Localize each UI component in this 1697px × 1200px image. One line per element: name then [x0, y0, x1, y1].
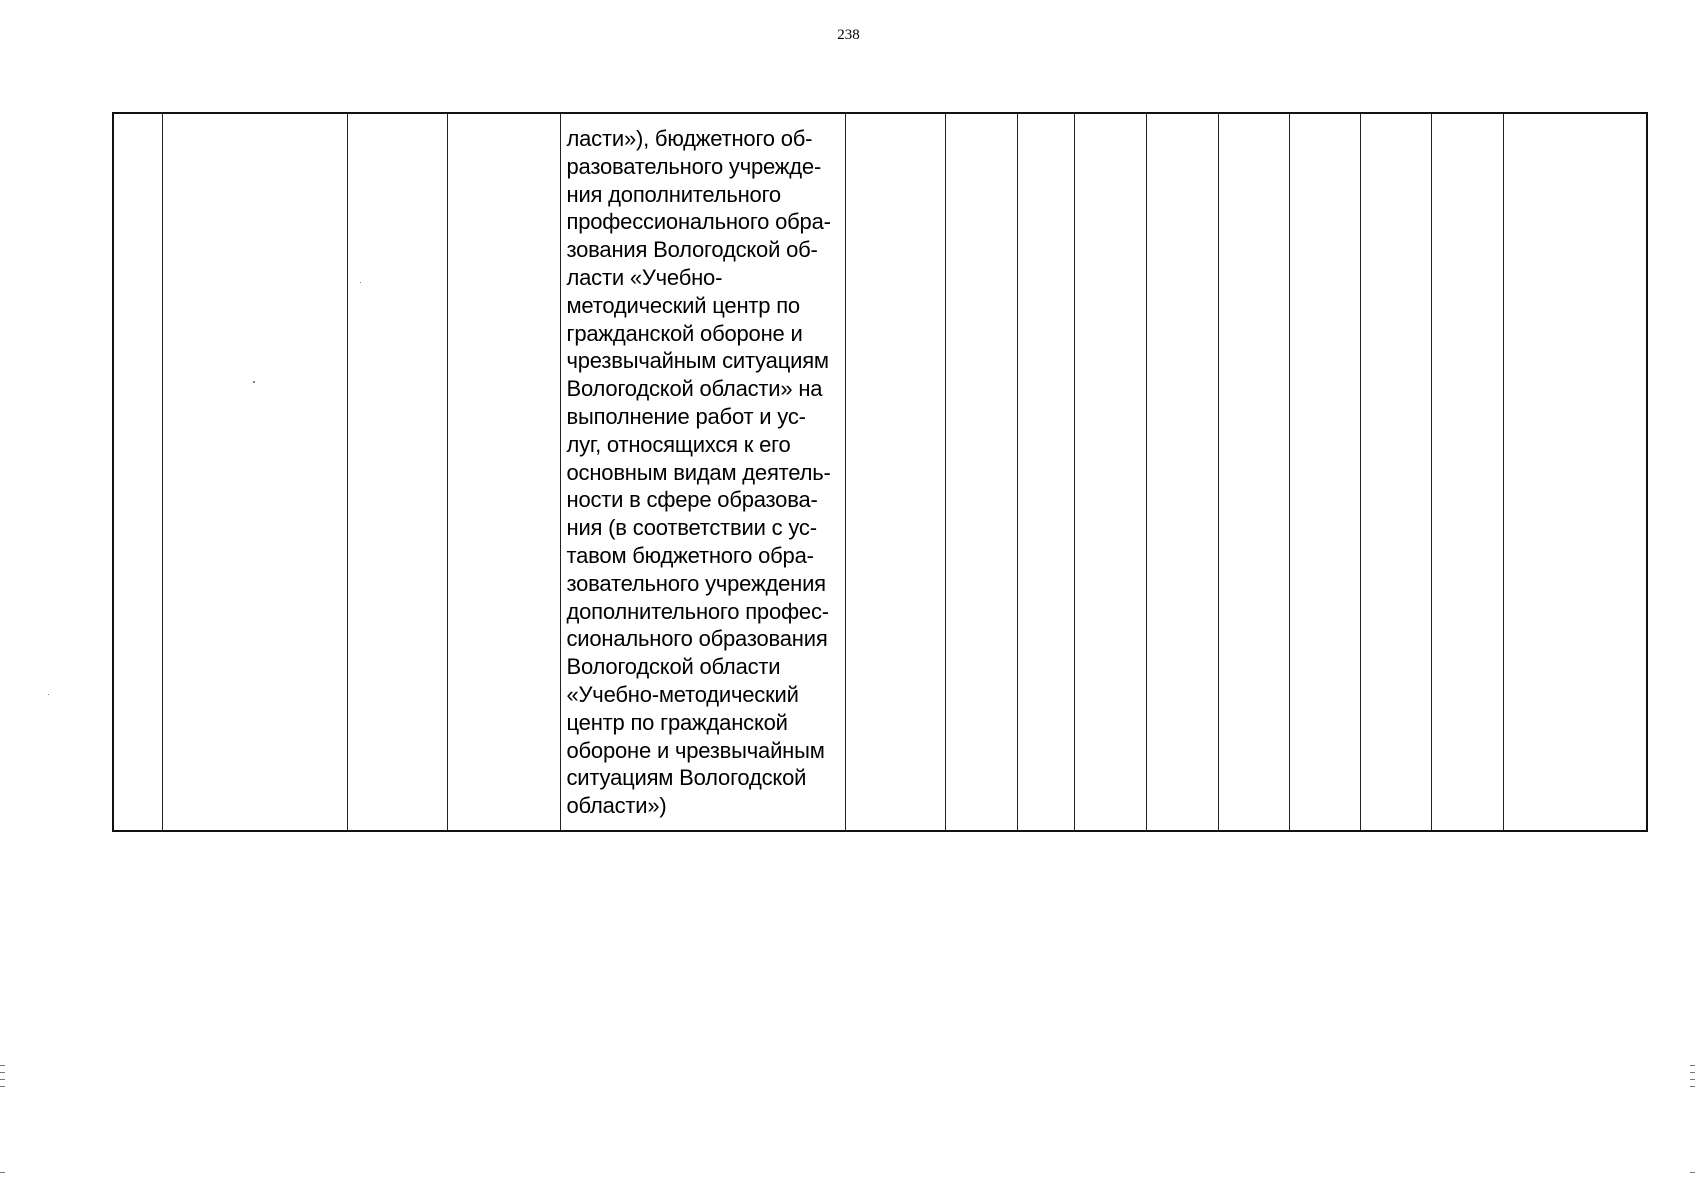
page-number: 238: [837, 27, 860, 43]
text-line: обороне и чрезвычайным: [566, 737, 825, 763]
text-line: ласти»), бюджетного об-: [566, 126, 813, 151]
text-line: зовательного учреждения: [566, 570, 826, 596]
table-cell-10: [1146, 113, 1218, 831]
text-line: методический центр по: [566, 292, 800, 318]
text-line: тавом бюджетного обра-: [566, 542, 814, 568]
table-cell-1: [113, 113, 162, 831]
scan-edge-mark: [1690, 1072, 1695, 1073]
text-line: ласти «Учебно-: [566, 264, 723, 290]
text-line: выполнение работ и ус-: [566, 403, 806, 429]
text-line: гражданской обороне и: [566, 320, 803, 346]
text-line: дополнительного профес-: [566, 598, 829, 624]
scan-edge-mark: [0, 1065, 5, 1066]
text-line: луг, относящихся к его: [566, 431, 791, 457]
table-cell-2: [162, 113, 347, 831]
table-cell-8: [1017, 113, 1074, 831]
text-line: «Учебно-методический: [566, 681, 799, 707]
scan-edge-mark: [0, 1079, 5, 1080]
table-cell-15: [1503, 113, 1647, 831]
scan-speck: [360, 282, 361, 283]
scan-edge-mark: [0, 1072, 5, 1073]
table-cell-14: [1431, 113, 1503, 831]
scan-edge-mark: [1690, 1065, 1695, 1066]
text-line: ния дополнительного: [566, 181, 781, 207]
text-line: разовательного учрежде-: [566, 153, 822, 179]
scan-edge-mark: [0, 1172, 5, 1173]
table-cell-11: [1218, 113, 1289, 831]
scan-speck: [48, 694, 49, 695]
text-line: Вологодской области» на: [566, 376, 823, 402]
text-line: области»): [566, 793, 667, 819]
text-line: чрезвычайным ситуациям: [566, 348, 829, 374]
text-line: ния (в соответствии с ус-: [566, 515, 817, 541]
scan-speck: [253, 381, 255, 383]
text-line: зования Вологодской об-: [566, 237, 818, 263]
table-cell-12: [1289, 113, 1360, 831]
text-line: сионального образования: [566, 626, 828, 652]
table-cell-9: [1074, 113, 1146, 831]
table-cell-3: [347, 113, 447, 831]
text-line: Вологодской области: [566, 654, 781, 680]
scan-edge-mark: [0, 1086, 5, 1087]
scan-edge-mark: [1690, 1079, 1695, 1080]
text-line: ности в сфере образова-: [566, 487, 818, 513]
scan-edge-mark: [1690, 1172, 1695, 1173]
scan-edge-mark: [1690, 1086, 1695, 1087]
text-line: профессионального обра-: [566, 209, 831, 235]
table-cell-4: [447, 113, 560, 831]
text-line: ситуациям Вологодской: [566, 765, 807, 791]
text-line: основным видам деятель-: [566, 459, 831, 485]
table-cell-description: [560, 113, 845, 831]
table-cell-6: [845, 113, 945, 831]
table-cell-7: [945, 113, 1017, 831]
table-row: [113, 113, 1647, 831]
document-table: [112, 112, 1648, 832]
text-line: центр по гражданской: [566, 709, 788, 735]
table-cell-13: [1360, 113, 1431, 831]
